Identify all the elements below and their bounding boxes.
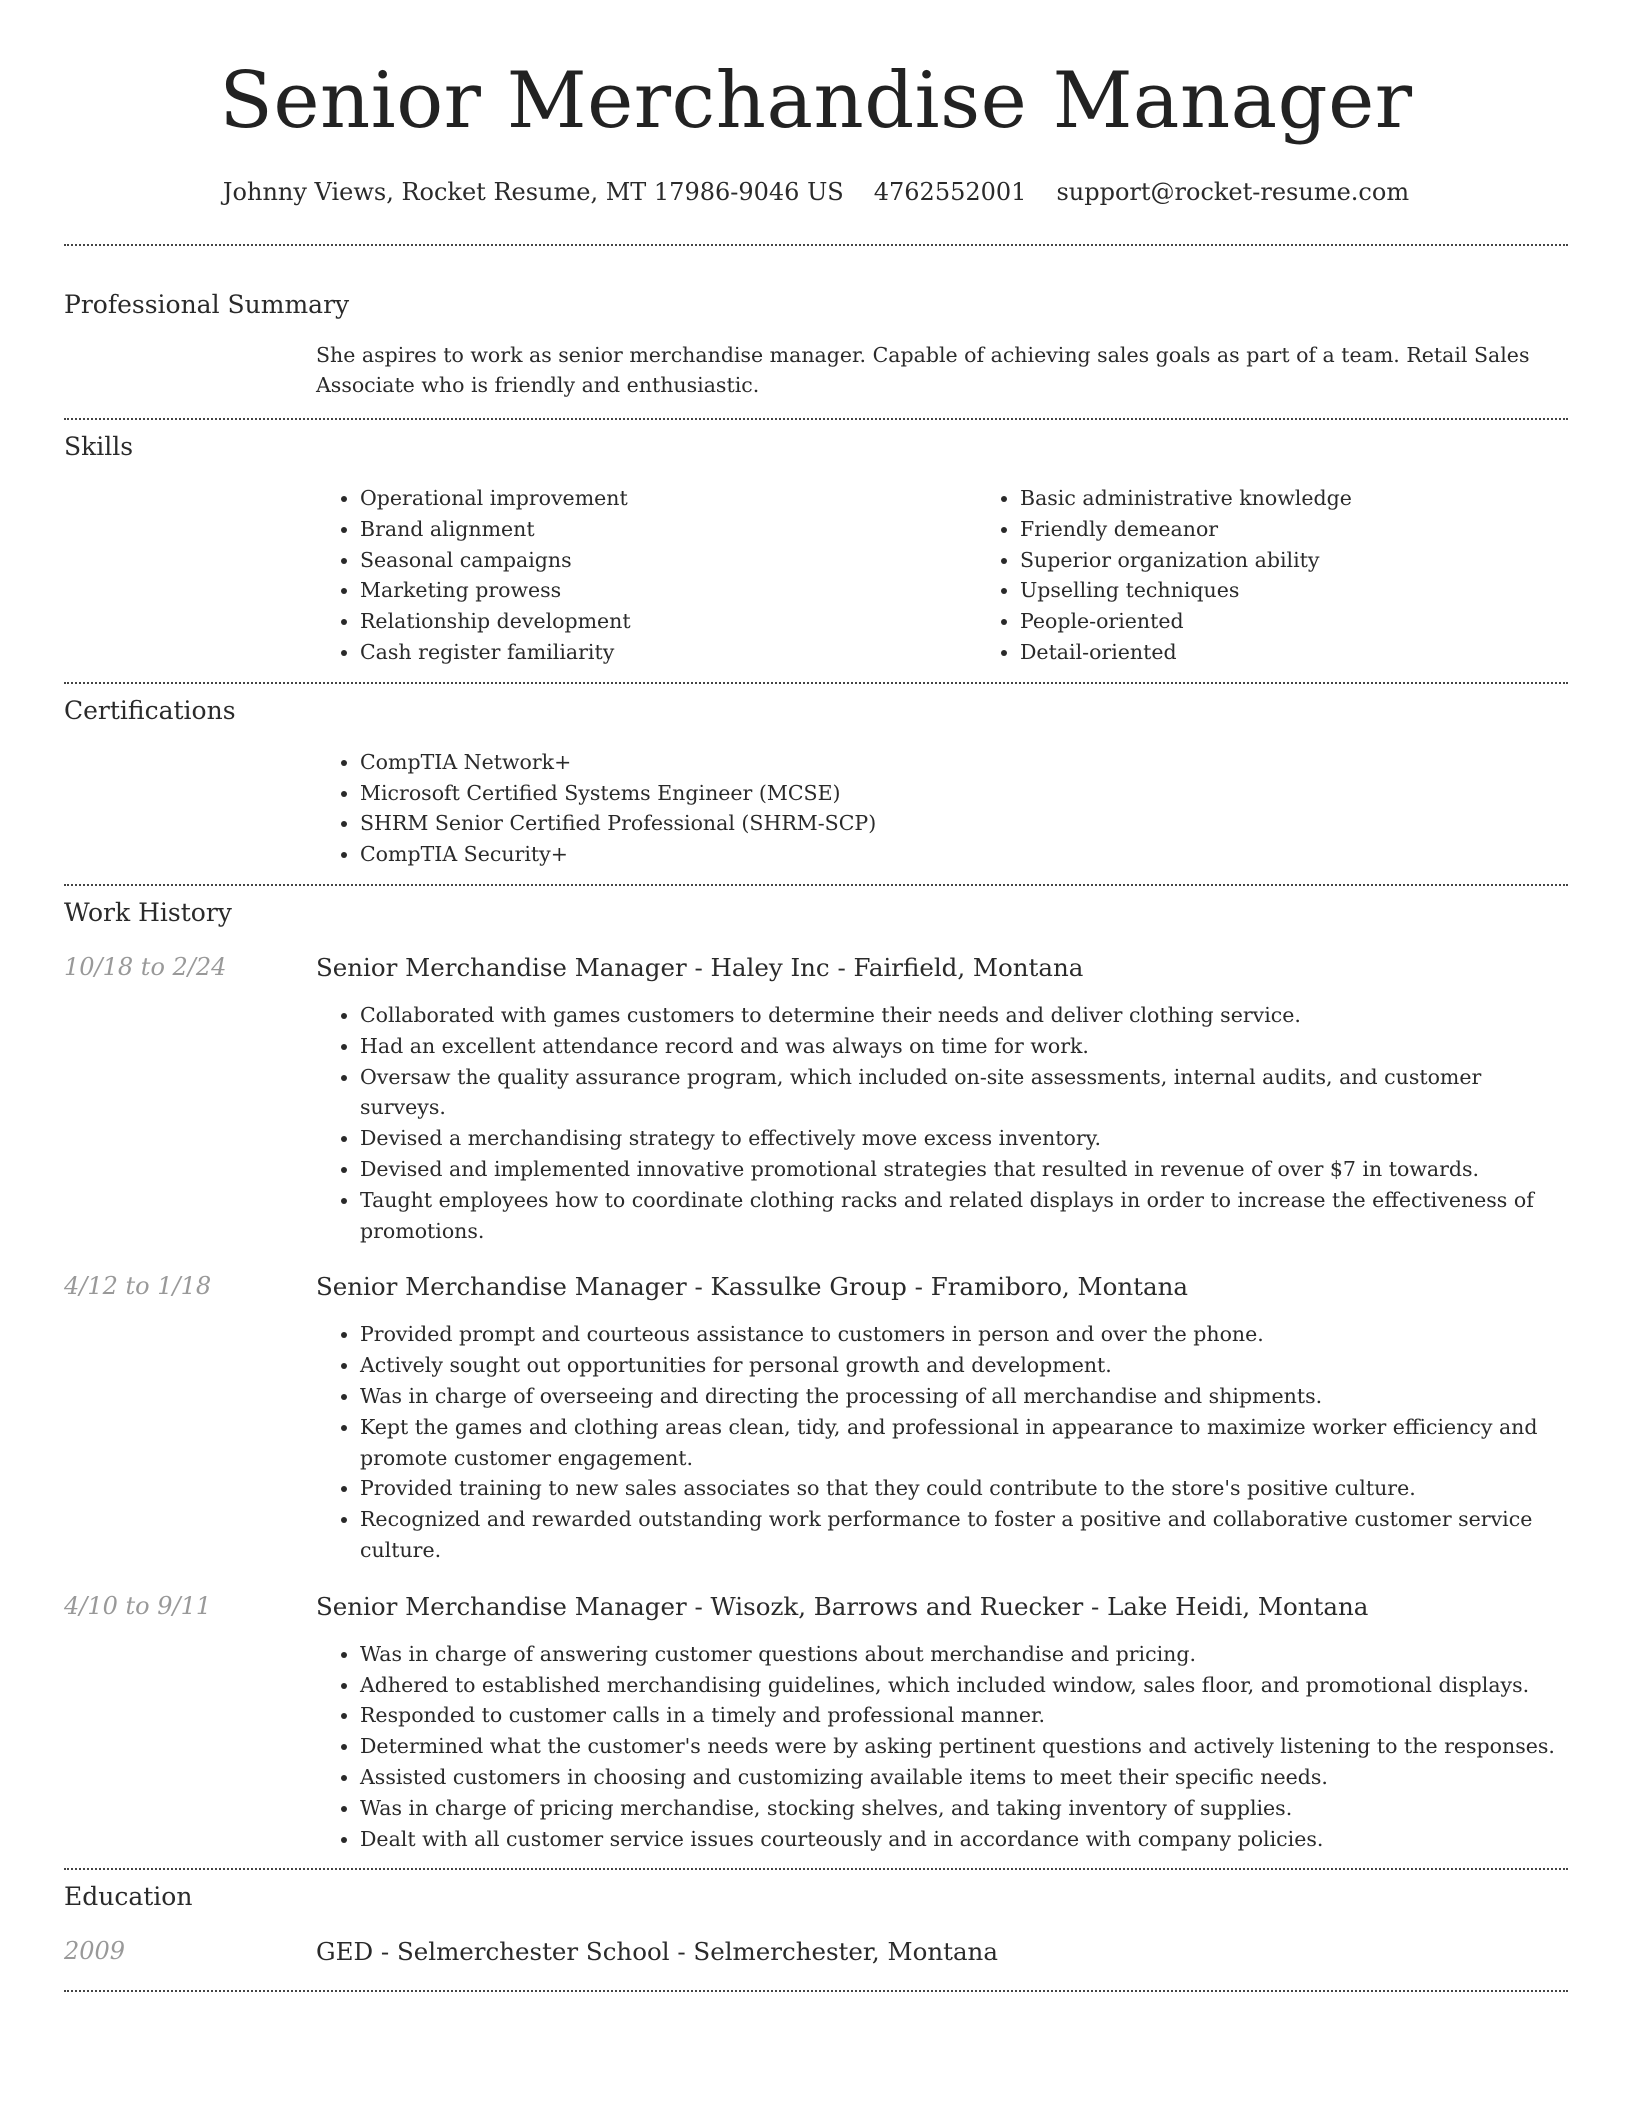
skill-item: • Detail-oriented <box>1020 637 1632 668</box>
contact-address: Johnny Views, Rocket Resume, MT 17986-9046 US <box>222 178 844 206</box>
job-bullet: • Actively sought out opportunities for personal growth and development. <box>360 1350 1568 1381</box>
job-bullet: • Determined what the customer's needs were by asking pertinent questions and actively listening to the responses. <box>360 1731 1568 1762</box>
divider <box>64 1990 1568 1992</box>
skill-item: • Seasonal campaigns <box>360 545 976 576</box>
certification-item: • Microsoft Certified Systems Engineer (MCSE) <box>360 778 1568 809</box>
job-bullet: • Devised a merchandising strategy to effectively move excess inventory. <box>360 1123 1568 1154</box>
job-bullet: • Had an excellent attendance record and was always on time for work. <box>360 1031 1568 1062</box>
skill-item: • Basic administrative knowledge <box>1020 483 1632 514</box>
contact-email: support@rocket-resume.com <box>1056 178 1410 206</box>
job-bullet: • Dealt with all customer service issues courteously and in accordance with company policies. <box>360 1824 1568 1855</box>
job-bullet: • Oversaw the quality assurance program, which included on-site assessments, internal audits, and customer surveys. <box>360 1062 1568 1124</box>
job-bullet: • Taught employees how to coordinate clothing racks and related displays in order to increase the effectiveness of promotions. <box>360 1185 1568 1247</box>
skill-item: • Superior organization ability <box>1020 545 1632 576</box>
job-heading: Senior Merchandise Manager - Haley Inc - Fairfield, Montana <box>316 952 1084 982</box>
job-bullet: • Provided training to new sales associates so that they could contribute to the store's positive culture. <box>360 1473 1568 1504</box>
skills-section <box>64 420 1568 668</box>
work-history-section <box>64 886 1568 1854</box>
education-heading: GED - Selmerchester School - Selmerchester, Montana <box>316 1937 998 1967</box>
skill-item: • Operational improvement <box>360 483 976 514</box>
skill-item: • Brand alignment <box>360 514 976 545</box>
education-section <box>64 1870 1568 1966</box>
job-bullets <box>316 1639 1568 1855</box>
skills-list-left <box>316 483 976 668</box>
certification-item: • CompTIA Network+ <box>360 747 1568 778</box>
skill-item: • Relationship development <box>360 606 976 637</box>
job-entry <box>64 1272 1568 1565</box>
skill-item: • Upselling techniques <box>1020 575 1632 606</box>
skills-title: Skills <box>64 432 134 461</box>
job-bullet: • Recognized and rewarded outstanding work performance to foster a positive and collaborative customer service culture. <box>360 1504 1568 1566</box>
job-bullets <box>316 1000 1568 1246</box>
contact-phone: 4762552001 <box>873 178 1027 206</box>
skill-item: • Marketing prowess <box>360 575 976 606</box>
job-bullet: • Assisted customers in choosing and customizing available items to meet their specific needs. <box>360 1762 1568 1793</box>
job-bullet: • Was in charge of pricing merchandise, stocking shelves, and taking inventory of supplies. <box>360 1793 1568 1824</box>
job-bullet: • Kept the games and clothing areas clean, tidy, and professional in appearance to maximize worker efficiency and promote customer engagement. <box>360 1412 1568 1474</box>
summary-title: Professional Summary <box>64 290 350 319</box>
education-title: Education <box>64 1882 193 1912</box>
job-dates: 4/10 to 9/11 <box>64 1591 212 1620</box>
skill-item: • People-oriented <box>1020 606 1632 637</box>
job-entry <box>64 953 1568 1246</box>
job-bullet: • Devised and implemented innovative promotional strategies that resulted in revenue of over $7 in towards. <box>360 1154 1568 1185</box>
contact-line <box>64 178 1568 206</box>
certifications-section <box>64 684 1568 870</box>
job-dates: 4/12 to 1/18 <box>64 1272 212 1301</box>
certifications-title: Certifications <box>64 695 236 725</box>
job-heading: Senior Merchandise Manager - Wisozk, Barrows and Ruecker - Lake Heidi, Montana <box>316 1591 1369 1621</box>
job-bullet: • Was in charge of overseeing and directing the processing of all merchandise and shipments. <box>360 1381 1568 1412</box>
job-heading: Senior Merchandise Manager - Kassulke Group - Framiboro, Montana <box>316 1272 1188 1302</box>
resume-name: Senior Merchandise Manager <box>219 56 1413 146</box>
certification-item: • SHRM Senior Certified Professional (SHRM-SCP) <box>360 808 1568 839</box>
job-bullet: • Provided prompt and courteous assistance to customers in person and over the phone. <box>360 1319 1568 1350</box>
job-entry <box>64 1592 1568 1855</box>
certification-item: • CompTIA Security+ <box>360 839 1568 870</box>
education-date: 2009 <box>64 1937 126 1966</box>
summary-section <box>64 246 1568 400</box>
job-bullets <box>316 1319 1568 1565</box>
job-bullet: • Adhered to established merchandising guidelines, which included window, sales floor, and promotional displays. <box>360 1670 1568 1701</box>
skills-list-right <box>976 483 1632 668</box>
summary-text: She aspires to work as senior merchandise manager. Capable of achieving sales goals as part of a team. Retail Sales Associate who is friendly and enthusiastic. <box>316 343 1530 397</box>
skill-item: • Cash register familiarity <box>360 637 976 668</box>
work-history-title: Work History <box>64 897 232 927</box>
job-bullet: • Was in charge of answering customer questions about merchandise and pricing. <box>360 1639 1568 1670</box>
skill-item: • Friendly demeanor <box>1020 514 1632 545</box>
certifications-list <box>316 747 1568 870</box>
job-bullet: • Collaborated with games customers to determine their needs and deliver clothing service. <box>360 1000 1568 1031</box>
job-dates: 10/18 to 2/24 <box>64 952 227 981</box>
job-bullet: • Responded to customer calls in a timely and professional manner. <box>360 1700 1568 1731</box>
